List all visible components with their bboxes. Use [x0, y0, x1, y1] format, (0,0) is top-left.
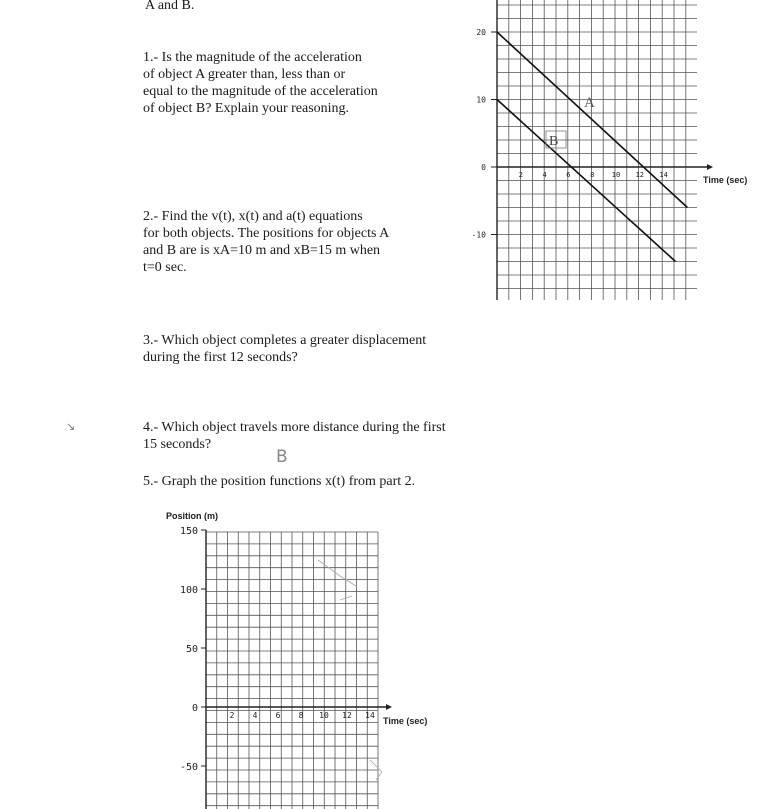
y-tick-label: -10	[471, 230, 486, 240]
x-tick-label: 8	[590, 171, 595, 179]
x-axis-arrow	[386, 704, 392, 710]
x-tick-label: 2	[229, 711, 235, 720]
question-line: Find the v(t), x(t) and a(t) equations	[161, 209, 363, 224]
y-tick-label: 20	[476, 28, 486, 37]
question-line: Is the magnitude of the acceleration	[161, 50, 362, 65]
y-tick-label: 150	[179, 526, 198, 537]
x-tick-label: 6	[566, 171, 571, 179]
y-tick-label: -50	[179, 762, 198, 773]
x-axis-title: Time (sec)	[703, 175, 748, 185]
scan-mark: ↘	[66, 420, 76, 433]
y-tick-label: 10	[476, 95, 486, 105]
x-tick-label: 4	[252, 711, 258, 720]
x-tick-label: 8	[298, 711, 304, 720]
question-number: 3.-	[143, 333, 159, 348]
question-line: Which object travels more distance during the first	[161, 420, 446, 435]
question-number: 4.-	[143, 420, 159, 435]
y-tick-label: 0	[191, 703, 198, 714]
question-line: for both objects. The positions for objects A	[143, 226, 390, 241]
x-tick-label: 10	[611, 171, 621, 179]
question-line: t=0 sec.	[143, 260, 187, 275]
question-line: and B are is xA=10 m and xB=15 m when	[143, 243, 381, 258]
x-axis-title: Time (sec)	[383, 716, 428, 726]
y-tick-label: 100	[179, 585, 198, 596]
line-label-b: B	[549, 134, 559, 149]
y-tick-label: 50	[185, 644, 198, 655]
question-line: Which object completes a greater displacement	[161, 333, 427, 348]
question-number: 1.-	[143, 50, 159, 65]
y-tick-label: 0	[481, 163, 486, 172]
line-label-a: A	[584, 95, 595, 111]
question-line: during the first 12 seconds?	[143, 350, 298, 365]
x-tick-label: 6	[275, 711, 281, 720]
pencil-mark	[318, 560, 356, 600]
question-number: 2.-	[143, 209, 159, 224]
x-tick-label: 12	[635, 171, 645, 179]
x-tick-label: 4	[542, 171, 547, 179]
x-tick-label: 14	[659, 171, 668, 179]
question-line: of object A greater than, less than or	[143, 67, 346, 82]
question-line: Graph the position functions x(t) from part 2.	[161, 474, 416, 489]
position-axis-title: Position (m)	[166, 511, 218, 521]
header-fragment: A and B.	[145, 0, 195, 13]
question-line: equal to the magnitude of the acceleration	[143, 84, 378, 99]
x-tick-label: 10	[319, 711, 329, 720]
question-line: of object B? Explain your reasoning.	[143, 101, 350, 116]
question-line: 15 seconds?	[143, 437, 212, 452]
x-tick-label: 12	[342, 711, 352, 720]
x-tick-label: 14	[365, 711, 375, 720]
x-tick-label: 2	[518, 171, 523, 179]
handwritten-answer: B	[276, 447, 288, 467]
question-number: 5.-	[143, 474, 159, 489]
